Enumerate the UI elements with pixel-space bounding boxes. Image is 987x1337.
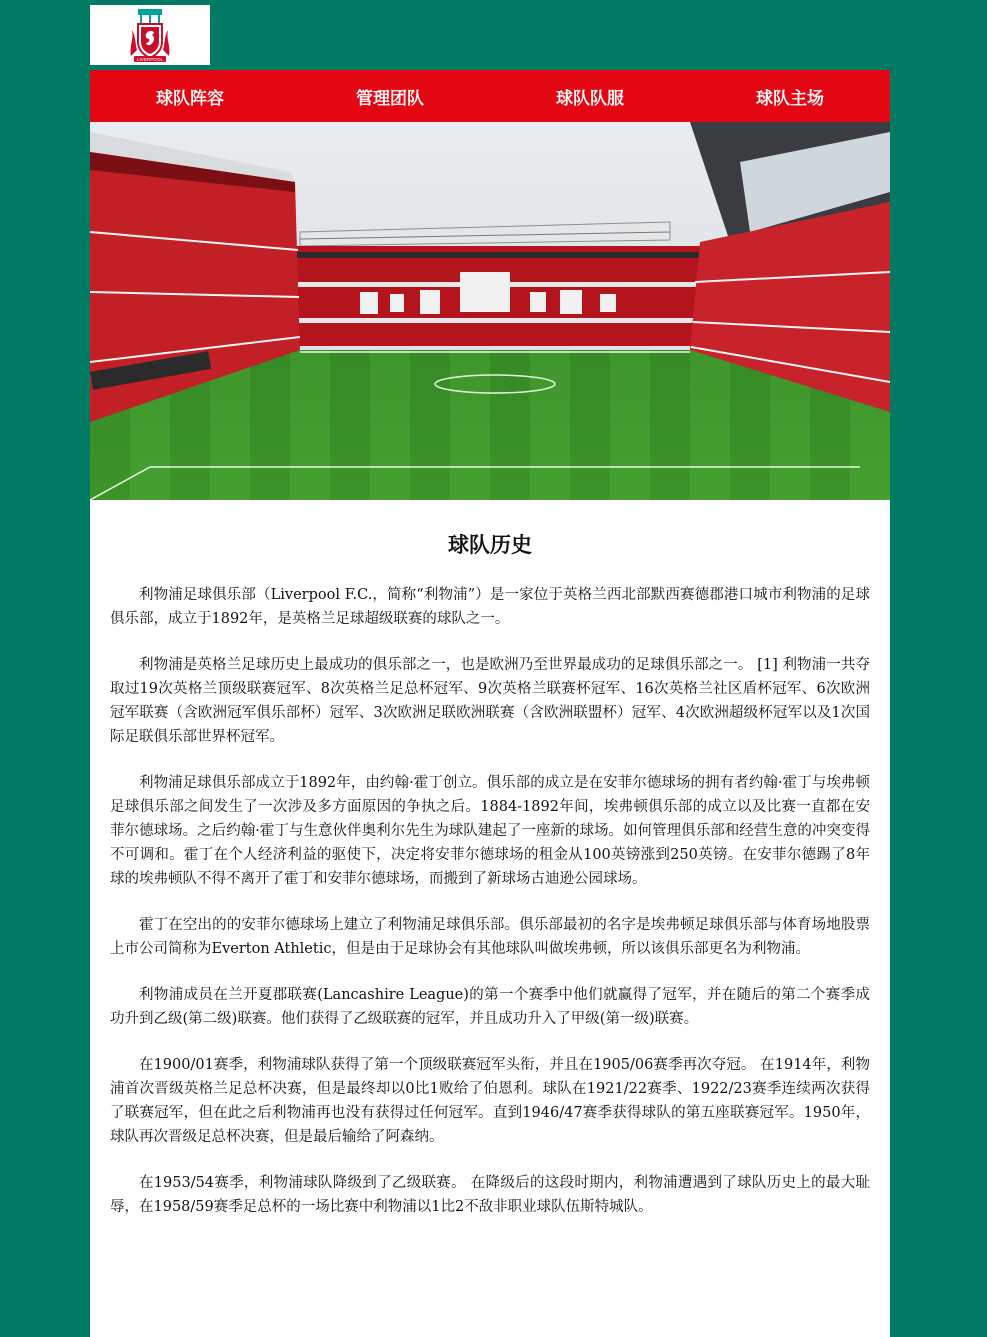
stadium-hero-image (90, 122, 890, 500)
liverpool-crest-icon (128, 6, 172, 64)
logo-container[interactable] (90, 5, 210, 65)
crest-text: LIVERPOOL (136, 57, 164, 62)
article-paragraph: 利物浦成员在兰开夏郡联赛(Lancashire League)的第一个赛季中他们就赢得了冠军，并在随后的第二个赛季成功升到乙级(第二级)联赛。他们获得了乙级联赛的冠军，并且成功升入了甲级(第一级)联赛。 (110, 987, 870, 1027)
nav-item-management[interactable]: 管理团队 (356, 88, 424, 109)
nav-item-kit[interactable]: 球队队服 (556, 88, 624, 109)
article-paragraph: 在1953/54赛季，利物浦球队降级到了乙级联赛。 在降级后的这段时期内，利物浦遭遇到了球队历史上的最大耻辱，在1958/59赛季足总杯的一场比赛中利物浦以1比2不敌非职业球队伍斯特城队。 (110, 1175, 870, 1215)
article-paragraph: 利物浦足球俱乐部成立于1892年，由约翰·霍丁创立。俱乐部的成立是在安菲尔德球场的拥有者约翰·霍丁与埃弗顿足球俱乐部之间发生了一次涉及多方面原因的争执之后。1884-1892年间，埃弗顿俱乐部的成立以及比赛一直都在安菲尔德球场。之后约翰·霍丁与生意伙伴奥利尔先生为球队建起了一座新的球场。如何管理俱乐部和经营生意的冲突变得不可调和。霍丁在个人经济利益的驱使下，决定将安菲尔德球场的租金从100英镑涨到250英镑。在安菲尔德踢了8年球的埃弗顿队不得不离开了霍丁和安菲尔德球场，而搬到了新球场古迪逊公园球场。 (110, 775, 870, 887)
main-navigation (90, 70, 890, 122)
article-content (90, 500, 890, 1337)
nav-item-stadium[interactable]: 球队主场 (756, 88, 824, 109)
nav-item-squad[interactable]: 球队阵容 (156, 88, 224, 109)
article-title: 球队历史 (448, 532, 532, 557)
article-paragraph: 在1900/01赛季，利物浦球队获得了第一个顶级联赛冠军头衔，并且在1905/06赛季再次夺冠。 在1914年，利物浦首次晋级英格兰足总杯决赛，但是最终却以0比1败给了伯恩利。球队在1921/22赛季、1922/23赛季连续两次获得了联赛冠军，但在此之后利物浦再也没有获得过任何冠军。直到1946/47赛季获得球队的第五座联赛冠军。1950年，球队再次晋级足总杯决赛，但是最后输给了阿森纳。 (110, 1057, 870, 1145)
article-paragraph: 利物浦是英格兰足球历史上最成功的俱乐部之一，也是欧洲乃至世界最成功的足球俱乐部之一。 [1] 利物浦一共夺取过19次英格兰顶级联赛冠军、8次英格兰足总杯冠军、9次英格兰联赛杯冠军、16次英格兰社区盾杯冠军、6次欧洲冠军联赛（含欧洲冠军俱乐部杯）冠军、3次欧洲足联欧洲联赛（含欧洲联盟杯）冠军、4次欧洲超级杯冠军以及1次国际足联俱乐部世界杯冠军。 (110, 657, 870, 745)
article-paragraph: 利物浦足球俱乐部（Liverpool F.C.，简称“利物浦”）是一家位于英格兰西北部默西赛德郡港口城市利物浦的足球俱乐部，成立于1892年，是英格兰足球超级联赛的球队之一。 (110, 587, 870, 627)
stadium-illustration (90, 122, 890, 500)
article-paragraph: 霍丁在空出的的安菲尔德球场上建立了利物浦足球俱乐部。俱乐部最初的名字是埃弗顿足球俱乐部与体育场地股票上市公司简称为Everton Athletic，但是由于足球协会有其他球队叫做埃弗顿，所以该俱乐部更名为利物浦。 (110, 917, 870, 957)
